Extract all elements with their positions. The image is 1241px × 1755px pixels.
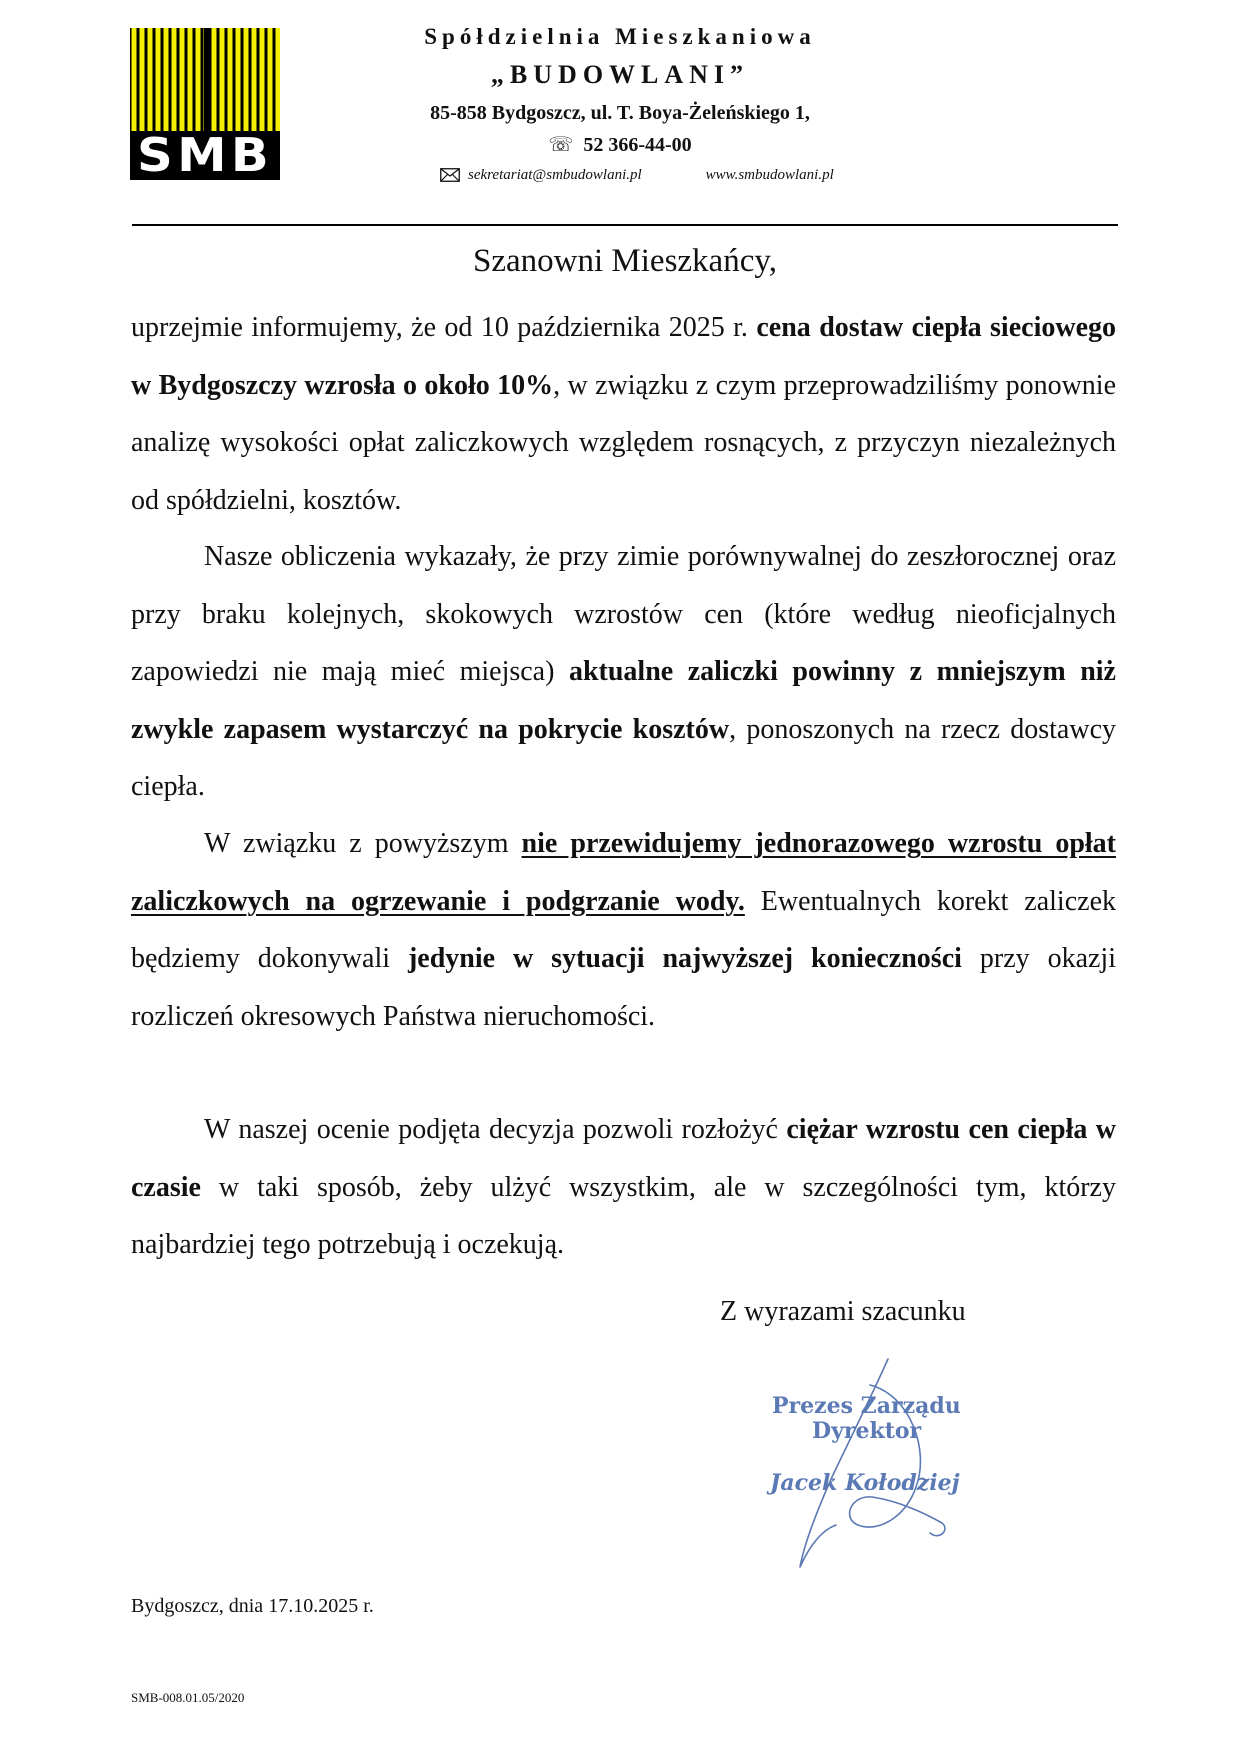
website-text: www.smbudowlani.pl	[705, 167, 834, 183]
signature-stamp	[760, 1355, 1010, 1575]
stamp-name: Jacek Kołodziej	[770, 1470, 960, 1496]
phone-icon: ☏	[548, 134, 574, 156]
org-address: 85-858 Bydgoszcz, ul. T. Boya-Żeleńskiego 1,	[430, 102, 810, 124]
stamp-title-line1: Prezes Zarządu	[772, 1393, 961, 1419]
logo-text: SMB	[137, 128, 273, 180]
contact-row	[440, 167, 834, 184]
handwritten-signature	[760, 1355, 1010, 1575]
header-divider	[132, 224, 1118, 226]
place-and-date: Bydgoszcz, dnia 17.10.2025 r.	[131, 1595, 374, 1617]
document-code: SMB-008.01.05/2020	[131, 1690, 245, 1705]
phone-row	[290, 132, 950, 157]
paragraph-3: W związku z powyższym nie przewidujemy jednorazowego wzrostu opłat zaliczkowych na ogrzewanie i podgrzanie wody. Ewentualnych korekt zaliczek będziemy dokonywali jedynie w sytuacji najwyższej konieczności przy okazji rozliczeń okresowych Państwa nieruchomości.	[131, 828, 1116, 1032]
paragraph-1: uprzejmie informujemy, że od 10 października 2025 r. cena dostaw ciepła sieciowego w Bydgoszczy wzrosła o około 10%, w związku z czym przeprowadziliśmy ponownie analizę wysokości opłat zaliczkowych względem rosnących, z przyczyn niezależnych od spółdzielni, kosztów.	[131, 312, 1116, 516]
phone-number: 52 366-44-00	[583, 134, 692, 156]
closing-phrase: Z wyrazami szacunku	[720, 1296, 966, 1327]
paragraph-4: W naszej ocenie podjęta decyzja pozwoli rozłożyć ciężar wzrostu cen ciepła w czasie w taki sposób, żeby ulżyć wszystkim, ale w szczególności tym, którzy najbardziej tego potrzebują i oczekują.	[131, 1114, 1117, 1260]
email-text: sekretariat@smbudowlani.pl	[468, 167, 642, 183]
smb-logo	[130, 28, 280, 180]
paragraph-2: Nasze obliczenia wykazały, że przy zimie porównywalnej do zeszłorocznej oraz przy braku kolejnych, skokowych wzrostów cen (które według nieoficjalnych zapowiedzi nie mają mieć miejsca) aktualne zaliczki powinny z mniejszym niż zwykle zapasem wystarczyć na pokrycie kosztów, ponoszonych na rzecz dostawcy ciepła.	[131, 541, 1116, 802]
org-name-line2: „BUDOWLANI”	[490, 60, 750, 89]
envelope-icon	[440, 168, 460, 182]
org-name-line1: Spółdzielnia Mieszkaniowa	[424, 24, 816, 49]
stamp-title-line2: Dyrektor	[812, 1418, 922, 1444]
salutation: Szanowni Mieszkańcy,	[473, 243, 777, 279]
